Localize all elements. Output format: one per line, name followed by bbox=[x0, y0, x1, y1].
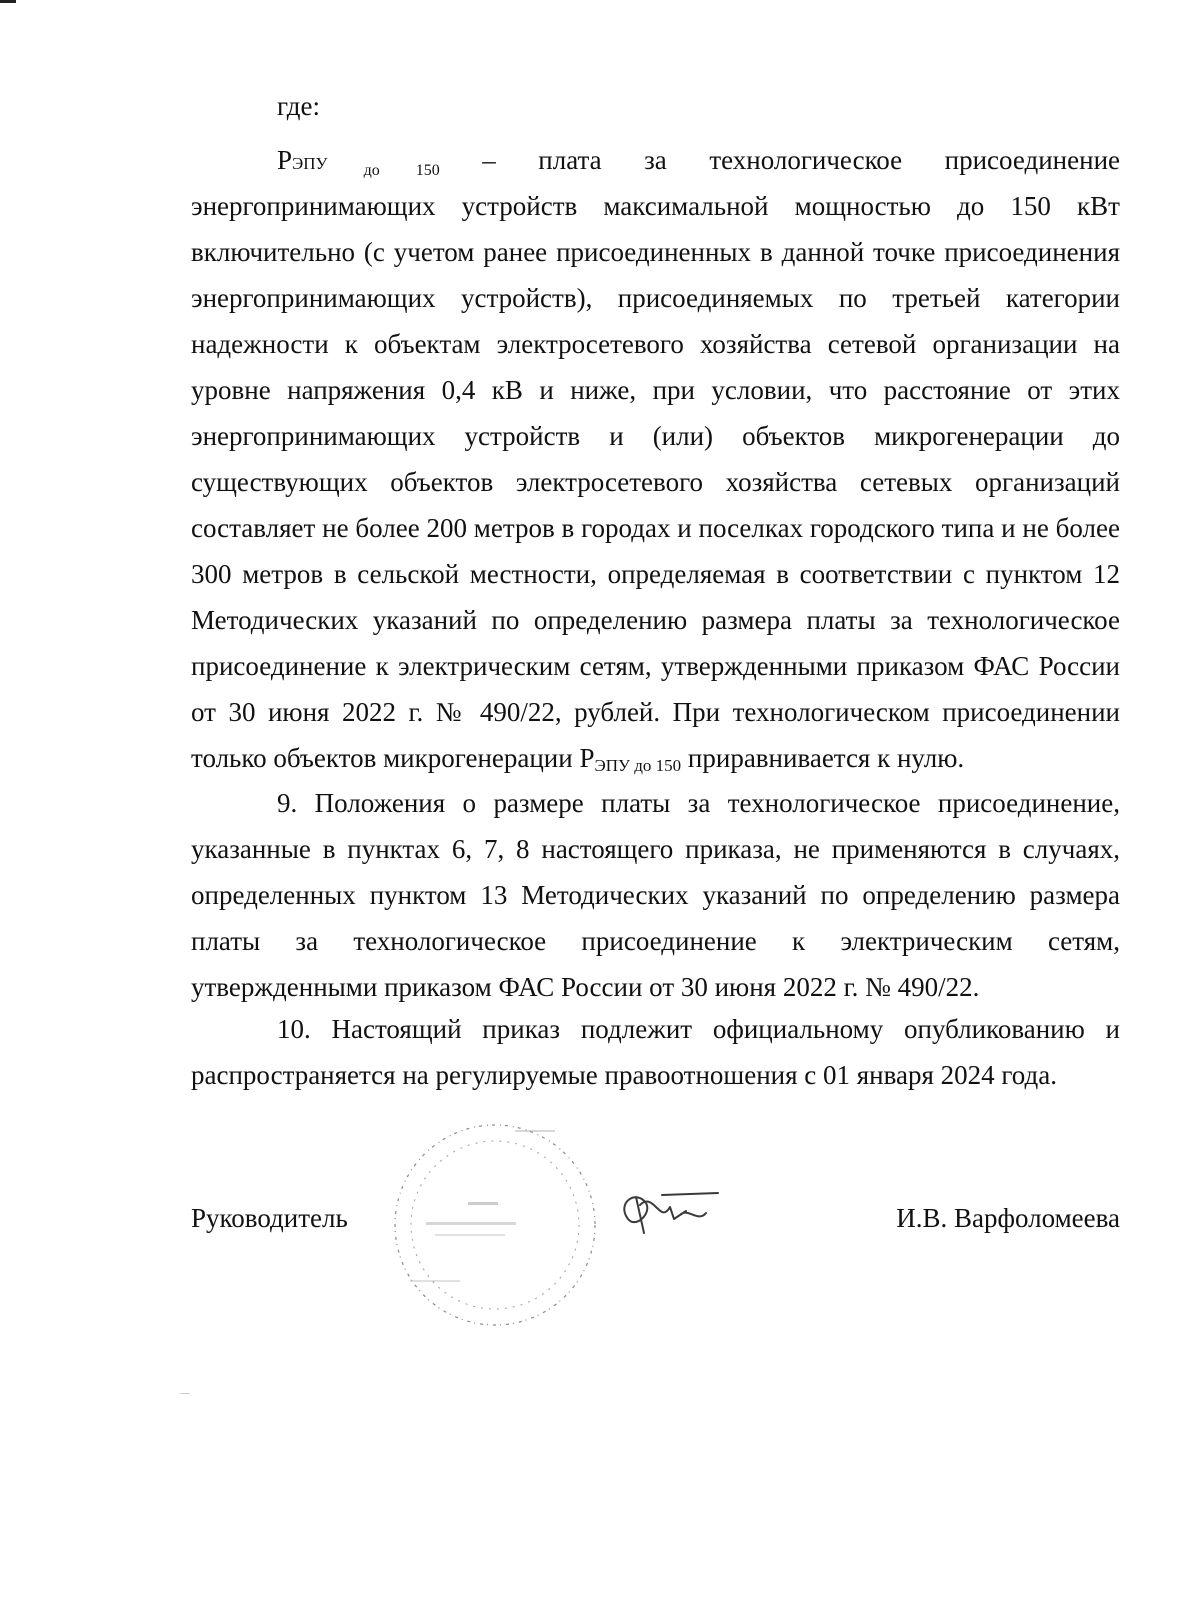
text-line-last: распространяется на регулируемые правоотношения с 01 января 2024 года. bbox=[191, 1060, 1058, 1090]
text-line: присоединение к электрическим сетям, утвержденными приказом ФАС России bbox=[191, 651, 1120, 681]
intro-word: где: bbox=[277, 91, 320, 121]
text-line: платы за технологическое присоединение к электрическим сетям, bbox=[191, 926, 1120, 956]
formula-symbol: РЭПУ $_{до}$ $_{150}$ bbox=[277, 145, 440, 179]
text-line: от 30 июня 2022 г. № 490/22, рублей. При технологическом присоединении bbox=[191, 697, 1120, 727]
formula-word: за bbox=[644, 145, 667, 175]
text-line: указанные в пунктах 6, 7, 8 настоящего приказа, не применяются в случаях, bbox=[191, 834, 1120, 864]
paragraph-9 bbox=[191, 780, 1120, 1010]
formula-dash: – bbox=[482, 145, 496, 175]
formula-word: технологическое bbox=[709, 145, 903, 175]
text-line: включительно (с учетом ранее присоединенных в данной точке присоединения bbox=[191, 237, 1120, 267]
scan-speck bbox=[180, 1393, 190, 1394]
signatory-name: И.В. Варфоломеева bbox=[896, 1203, 1120, 1233]
formula-word: плата bbox=[538, 145, 602, 175]
text-line: энергопринимающих устройств и (или) объектов микрогенерации до bbox=[191, 421, 1120, 451]
text-line: 300 метров в сельской местности, определяемая в соответствии с пунктом 12 bbox=[191, 559, 1120, 589]
signature-block bbox=[191, 1195, 1120, 1241]
paragraph-10 bbox=[191, 1006, 1120, 1098]
text-line-last: только объектов микрогенерации РЭПУ до 150 приравнивается к нулю. bbox=[191, 743, 965, 775]
text-line: 10. Настоящий приказ подлежит официальному опубликованию и bbox=[277, 1014, 1120, 1044]
text-line: составляет не более 200 метров в городах и поселках городского типа и не более bbox=[191, 513, 1120, 543]
formula-word: присоединение bbox=[944, 145, 1120, 175]
text-line: определенных пунктом 13 Методических указаний по определению размера bbox=[191, 880, 1120, 910]
text-line-last: утвержденными приказом ФАС России от 30 июня 2022 г. № 490/22. bbox=[191, 972, 980, 1002]
paragraph-8 bbox=[191, 183, 1120, 781]
text-line: 9. Положения о размере платы за технологическое присоединение, bbox=[277, 788, 1120, 818]
text-line: энергопринимающих устройств), присоединяемых по третьей категории bbox=[191, 283, 1120, 313]
text-line: надежности к объектам электросетевого хозяйства сетевой организации на bbox=[191, 329, 1120, 359]
signatory-role: Руководитель bbox=[191, 1203, 348, 1233]
text-line: существующих объектов электросетевого хозяйства сетевых организаций bbox=[191, 467, 1120, 497]
text-line: энергопринимающих устройств максимальной мощностью до 150 кВт bbox=[191, 191, 1120, 221]
scan-corner-mark bbox=[0, 0, 16, 3]
text-line: Методических указаний по определению размера платы за технологическое bbox=[191, 605, 1120, 635]
text-line: уровне напряжения 0,4 кВ и ниже, при условии, что расстояние от этих bbox=[191, 375, 1120, 405]
